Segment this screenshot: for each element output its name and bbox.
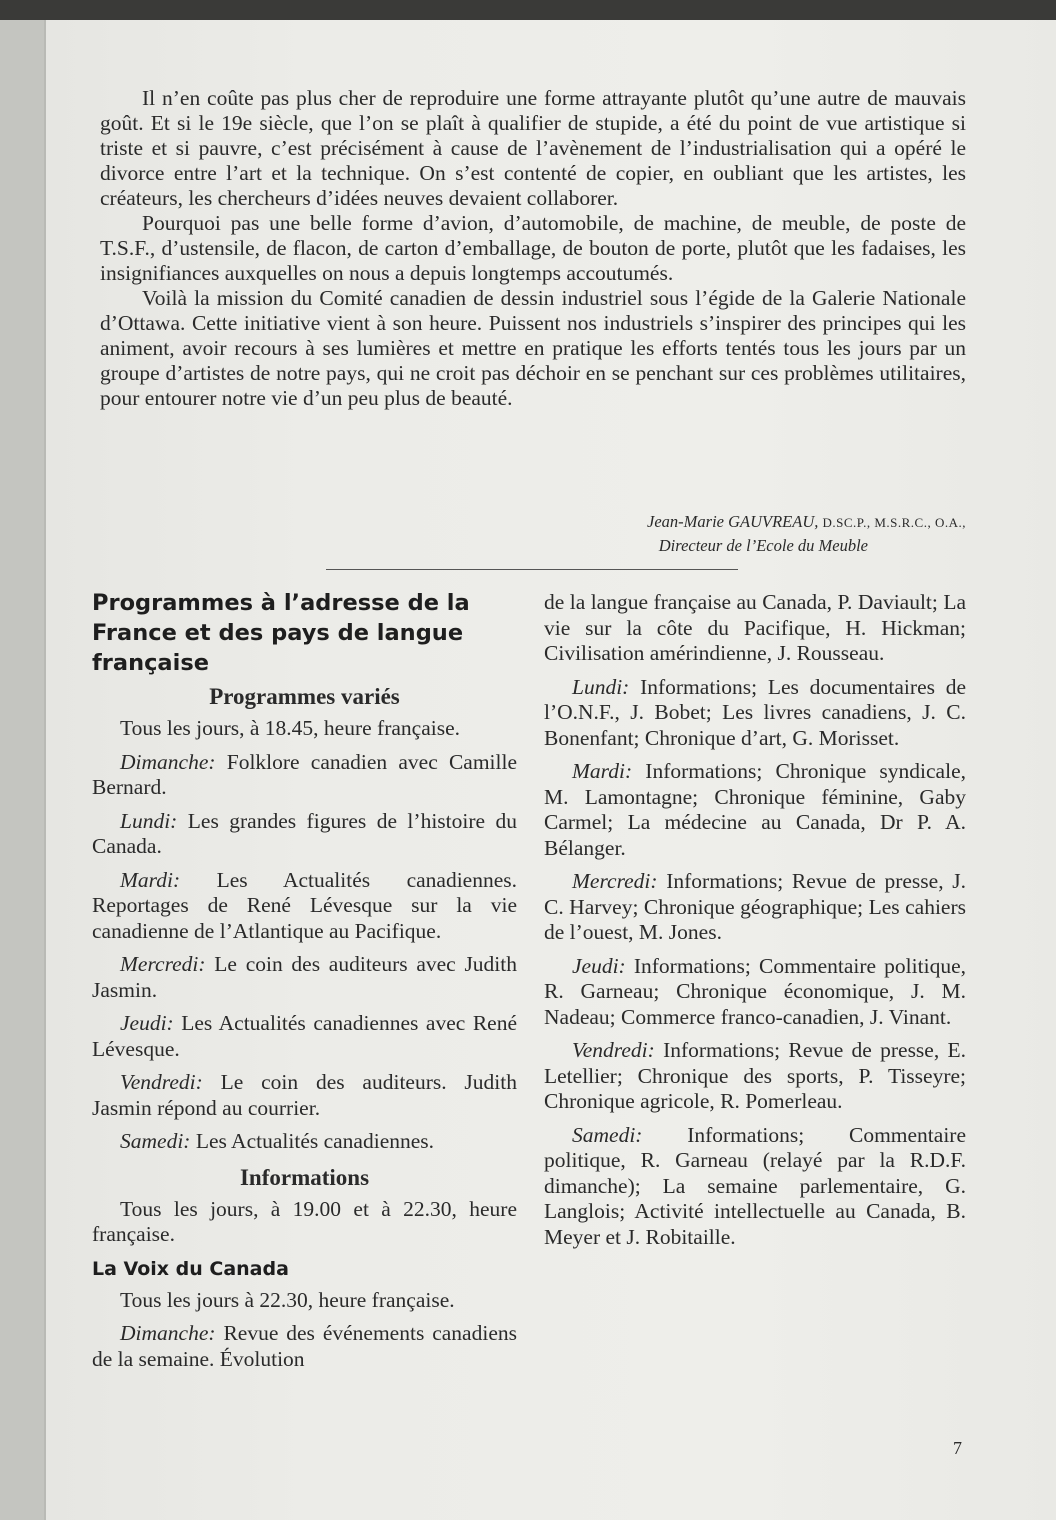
intro-paragraph-1: Il n’en coûte pas plus cher de reproduire une forme attrayante plutôt qu’une autre de mauvais goût. Et si le 19e siècle, que l’on se plaît à qualifier de stupide, a été du point de vue artistique si triste et si pauvre, c’est précisément à cause de l’avènement de l’industrialisation qui a opéré le divorce entre l’art et la technique. On s’est contenté de copier, en oubliant que les artistes, les créateurs, les chercheurs d’idées neuves devaient collaborer. <box>100 86 966 210</box>
voix-du-canada-intro: Tous les jours à 22.30, heure française. <box>120 1287 455 1312</box>
day-entry: Samedi: Informations; Commentaire politique, R. Garneau (relayé par la R.D.F. dimanche); La semaine parlementaire, G. Langlois; Activité intellectuelle au Canada, B. Meyer et J. Robitaille. <box>544 1122 966 1249</box>
informations-text: Tous les jours, à 19.00 et à 22.30, heure française. <box>92 1196 517 1246</box>
day-entry: Lundi: Les grandes figures de l’histoire du Canada. <box>92 808 517 858</box>
signature <box>647 510 966 557</box>
intro-paragraph-2: Pourquoi pas une belle forme d’avion, d’automobile, de machine, de meuble, de poste de T.S.F., d’ustensile, de flacon, de carton d’emballage, de bouton de porte, plutôt que les fadaises, les insignifiances auxquelles on nous a depuis longtemps accoutumés. <box>100 211 966 285</box>
day-entry: Vendredi: Le coin des auditeurs. Judith Jasmin répond au courrier. <box>92 1070 517 1120</box>
signature-credentials: D.SC.P., M.S.R.C., O.A., <box>822 515 966 530</box>
programmes-varies-title: Programmes variés <box>209 684 400 709</box>
day-entry: Dimanche: Revue des événements canadiens de la semaine. Évolution <box>92 1321 517 1371</box>
day-entry: Lundi: Informations; Les documentaires de l’O.N.F., J. Bobet; Les livres canadiens, J. C. Bonenfant; Chronique d’art, G. Morisset. <box>544 674 966 750</box>
day-entry: Dimanche: Folklore canadien avec Camille Bernard. <box>92 749 518 799</box>
day-entry: Jeudi: Informations; Commentaire politique, R. Garneau; Chronique économique, J. M. Nadeau; Commerce franco-canadien, J. Vinant. <box>544 953 966 1029</box>
day-entry: Mercredi: Informations; Revue de presse, J. C. Harvey; Chronique géographique; Les cahiers de l’ouest, M. Jones. <box>544 869 966 944</box>
continuation-text: de la langue française au Canada, P. Daviault; La vie sur la côte du Pacifique, H. Hickman; Civilisation amérindienne, J. Rousseau. <box>544 590 966 665</box>
programmes-heading: Programmes à l’adresse de la France et des pays de langue française <box>92 590 470 676</box>
left-column <box>92 588 517 1380</box>
binding-strip <box>0 0 44 1520</box>
programmes-varies-intro: Tous les jours, à 18.45, heure française. <box>120 716 461 740</box>
day-entry: Mercredi: Le coin des auditeurs avec Judith Jasmin. <box>92 952 518 1002</box>
signature-title: Directeur de l’Ecole du Meuble <box>658 536 868 555</box>
section-divider <box>326 569 738 570</box>
intro-text <box>100 86 966 411</box>
day-entry: Mardi: Les Actualités canadiennes. Reportages de René Lévesque sur la vie canadienne de l’Atlantique au Pacifique. <box>92 867 518 943</box>
voix-du-canada-title: La Voix du Canada <box>92 1257 289 1280</box>
page-fold <box>44 0 46 1520</box>
top-edge <box>0 0 1056 20</box>
intro-paragraph-3: Voilà la mission du Comité canadien de dessin industriel sous l’égide de la Galerie Nationale d’Ottawa. Cette initiative vient à son heure. Puissent nos industriels s’inspirer des principes qui les animent, avoir recours à ses lumières et mettre en pratique les efforts tentés tous les jours par un groupe d’artistes de notre pays, qui ne croit pas déchoir en se penchant sur ces problèmes utilitaires, pour entourer notre vie d’un peu plus de beauté. <box>100 286 966 410</box>
informations-title: Informations <box>239 1164 370 1190</box>
day-entry: Vendredi: Informations; Revue de presse, E. Letellier; Chronique des sports, P. Tisseyre; Chronique agricole, R. Pomerleau. <box>544 1038 966 1113</box>
right-column <box>544 590 966 1258</box>
day-entry: Mardi: Informations; Chronique syndicale, M. Lamontagne; Chronique féminine, Gaby Carmel; La médecine au Canada, Dr P. A. Bélanger. <box>544 759 966 860</box>
day-entry: Samedi: Les Actualités canadiennes. <box>120 1129 435 1153</box>
day-entry: Jeudi: Les Actualités canadiennes avec René Lévesque. <box>92 1011 517 1061</box>
page-number: 7 <box>953 1438 962 1458</box>
signature-name: Jean-Marie GAUVREAU, <box>647 512 819 531</box>
